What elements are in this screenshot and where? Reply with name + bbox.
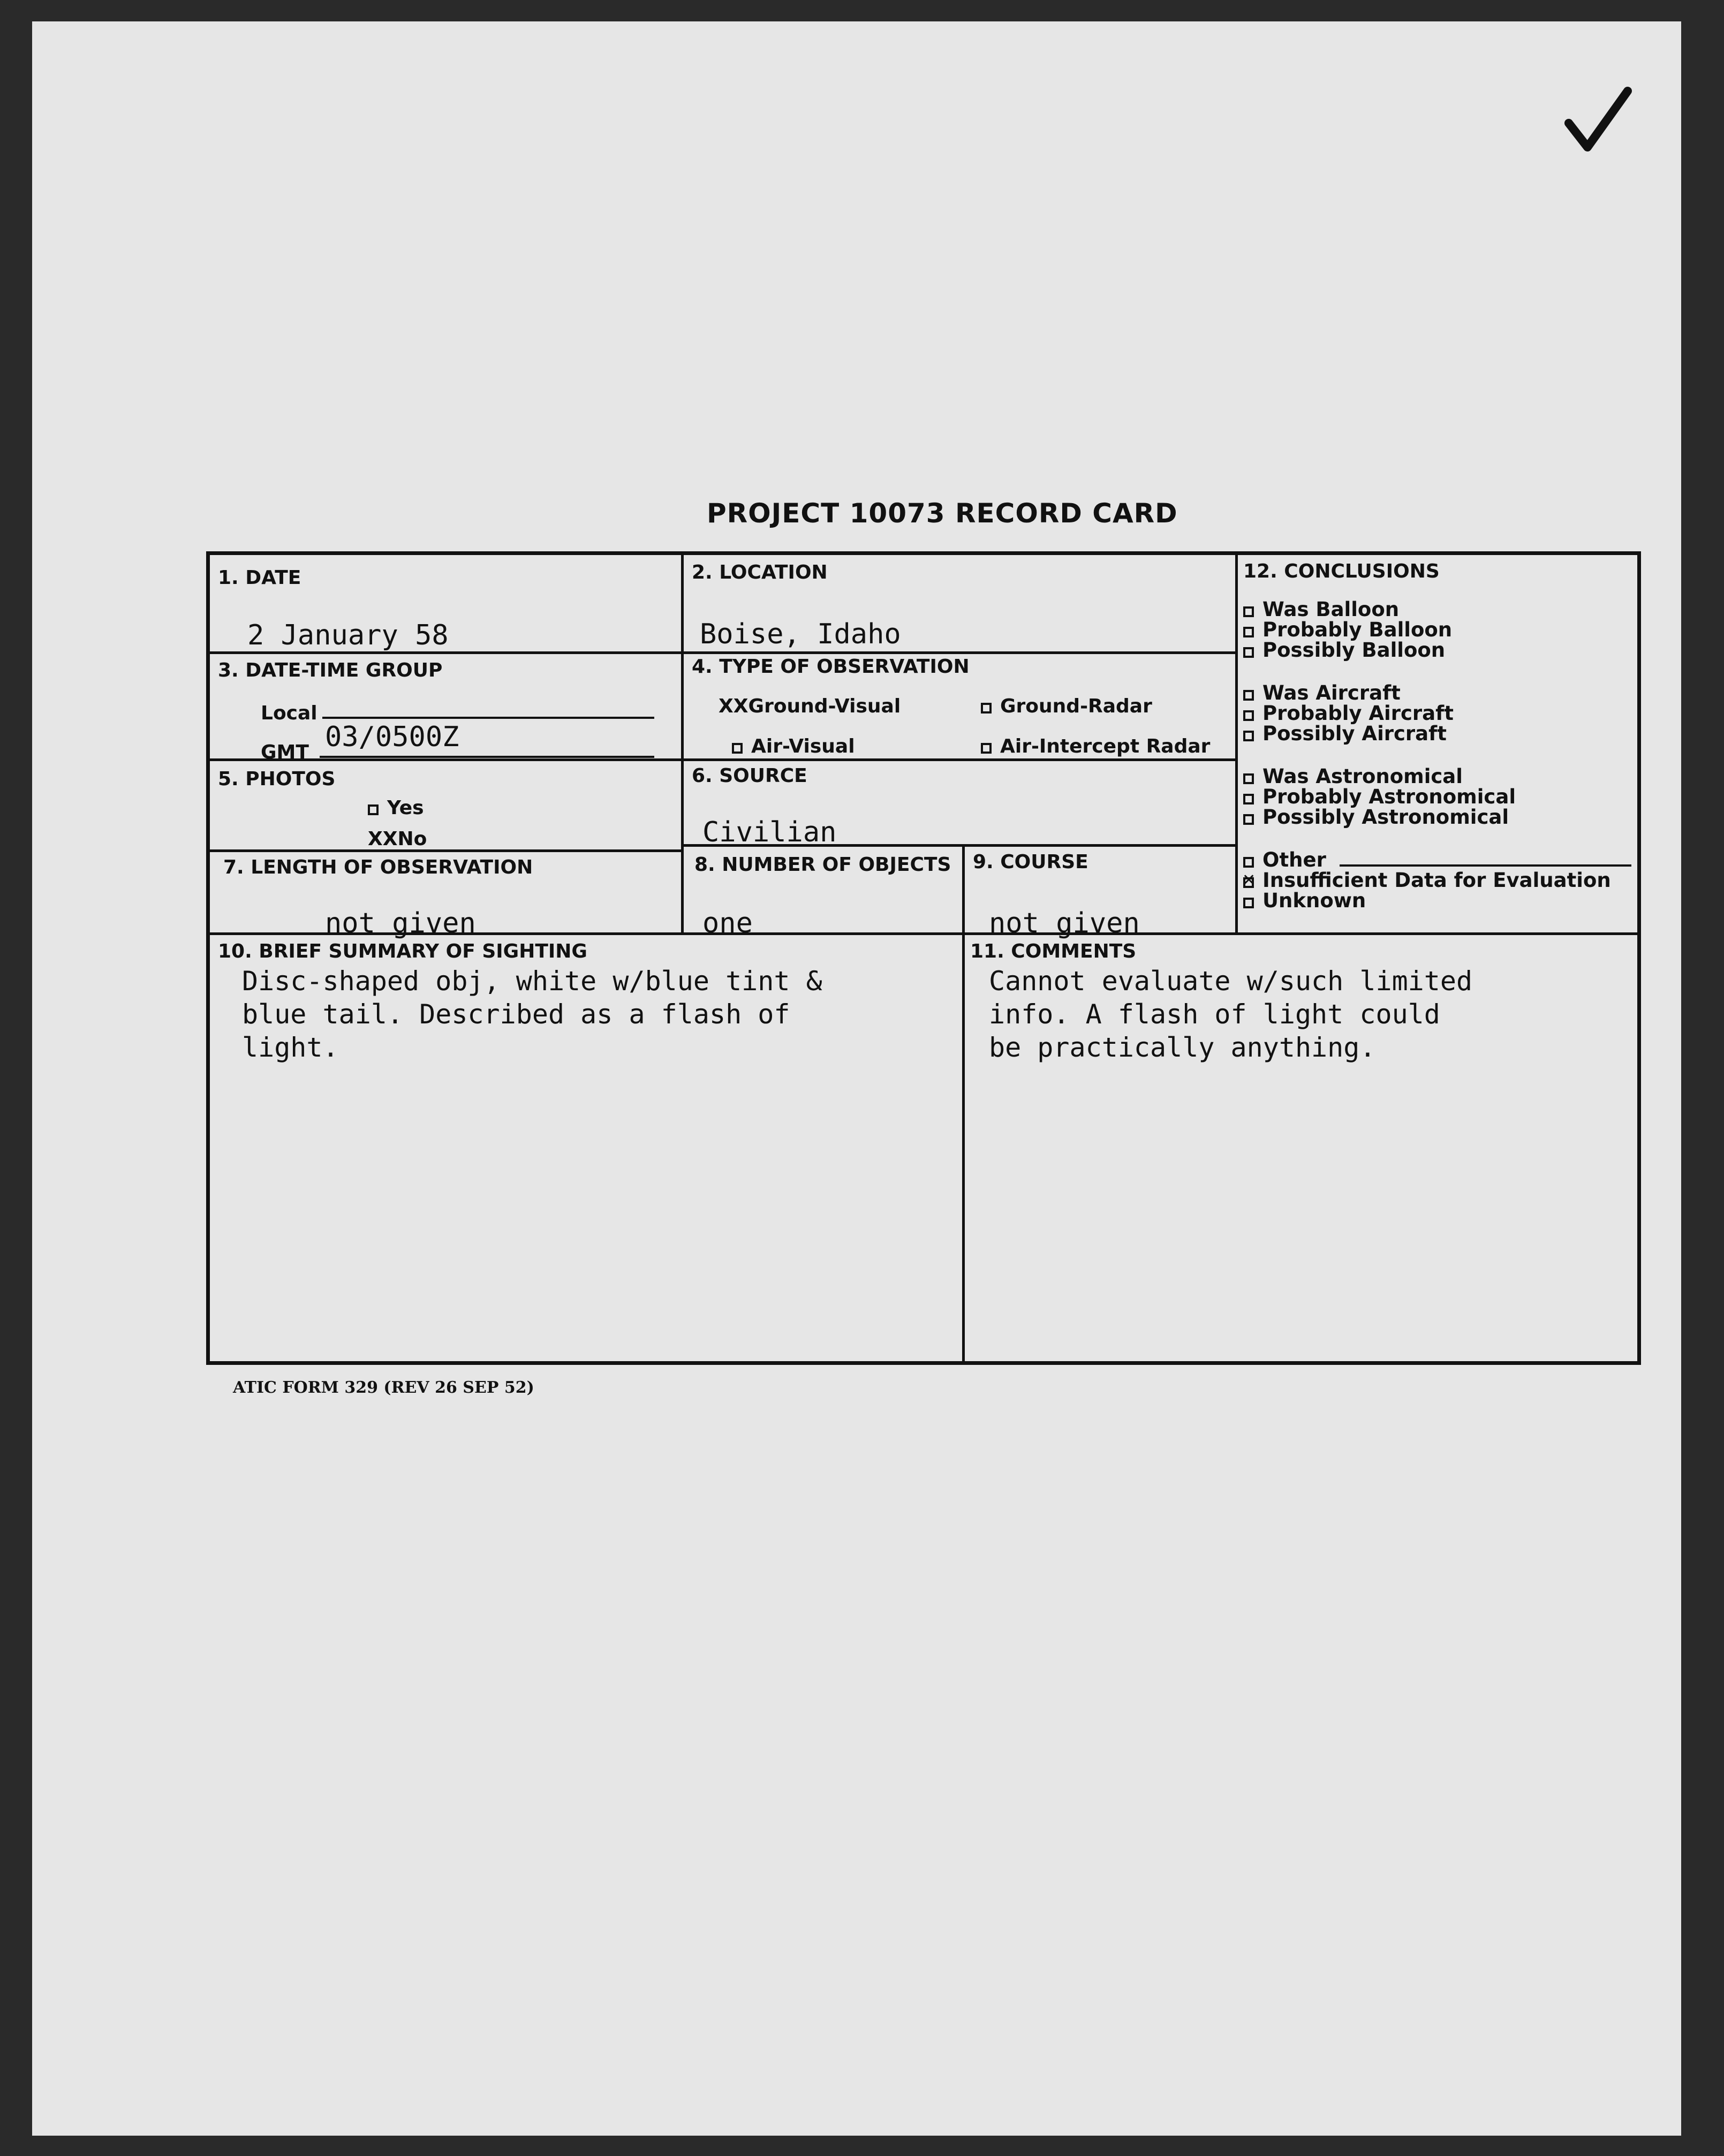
- conclusion-item: [1243, 702, 1454, 725]
- checkbox-icon: [981, 743, 992, 754]
- comments-text: Cannot evaluate w/such limited info. A flash of light could be practically anything.: [989, 966, 1473, 1063]
- other-line: [1340, 864, 1631, 867]
- conclusion-item: [1243, 806, 1509, 829]
- conclusion-item: [1243, 785, 1516, 808]
- conclusion-label: Probably Balloon: [1262, 618, 1453, 641]
- location-label: 2. LOCATION: [692, 561, 828, 583]
- dtg-gmt-value: 03/0500Z: [325, 721, 459, 753]
- checkbox-icon: [1243, 710, 1254, 721]
- divider-row3-left: [210, 849, 681, 852]
- checkbox-icon: [732, 743, 743, 754]
- conclusion-label: Insufficient Data for Evaluation: [1262, 869, 1611, 892]
- source-label: 6. SOURCE: [692, 765, 807, 787]
- conclusion-label: Possibly Balloon: [1262, 639, 1446, 662]
- type-obs-air-visual: [732, 735, 855, 757]
- ground-radar-label: Ground-Radar: [1000, 695, 1152, 717]
- divider-col-course: [962, 847, 965, 1363]
- divider-conclusions: [1235, 555, 1238, 935]
- conclusions-label: 12. CONCLUSIONS: [1243, 560, 1440, 582]
- conclusion-label: Unknown: [1262, 889, 1366, 912]
- dtg-label: 3. DATE-TIME GROUP: [218, 659, 443, 681]
- date-value: 2 January 58: [247, 619, 449, 651]
- length-label: 7. LENGTH OF OBSERVATION: [223, 856, 533, 878]
- type-obs-air-intercept-radar: [981, 735, 1210, 757]
- type-obs-label: 4. TYPE OF OBSERVATION: [692, 656, 970, 678]
- photos-yes: [368, 797, 424, 819]
- checkbox-icon: [1243, 690, 1254, 701]
- record-card: [206, 551, 1641, 1365]
- checkbox-icon: [1243, 794, 1254, 804]
- checkbox-icon: [1243, 627, 1254, 637]
- date-label: 1. DATE: [218, 567, 301, 589]
- type-obs-ground-radar: [981, 695, 1152, 717]
- divider-col1: [681, 555, 684, 933]
- dtg-local-label: Local: [261, 702, 317, 724]
- conclusion-item: [1243, 598, 1399, 621]
- checkbox-icon: [1243, 606, 1254, 617]
- photos-label: 5. PHOTOS: [218, 768, 336, 790]
- summary-text: Disc-shaped obj, white w/blue tint & blue tail. Described as a flash of light.: [242, 966, 822, 1063]
- conclusion-item: [1243, 889, 1366, 912]
- divider-row1: [210, 651, 1235, 654]
- conclusion-label: Possibly Aircraft: [1262, 722, 1447, 745]
- ground-visual-label: Ground-Visual: [748, 695, 901, 717]
- conclusion-label: Other: [1262, 848, 1326, 871]
- handwritten-checkmark-icon: [1563, 86, 1633, 155]
- photos-yes-label: Yes: [387, 797, 424, 819]
- dtg-gmt-label: GMT: [261, 741, 309, 763]
- divider-row2: [210, 758, 1235, 761]
- photos-no-mark: XX: [368, 828, 398, 850]
- checkbox-icon: [981, 703, 992, 713]
- course-label: 9. COURSE: [973, 851, 1088, 873]
- conclusion-label: Probably Aircraft: [1262, 702, 1454, 725]
- checkbox-icon: [368, 804, 379, 815]
- conclusion-label: Probably Astronomical: [1262, 785, 1516, 808]
- dtg-local-line: [322, 717, 654, 719]
- conclusion-item: [1243, 618, 1452, 641]
- checkbox-icon: [1243, 647, 1254, 658]
- checkbox-icon: [1243, 731, 1254, 741]
- ground-visual-mark: XX: [719, 695, 748, 717]
- length-value: not given: [325, 907, 476, 939]
- num-objects-value: one: [702, 907, 753, 939]
- conclusion-item: [1243, 869, 1611, 892]
- photos-no: [368, 828, 427, 850]
- air-intercept-radar-label: Air-Intercept Radar: [1000, 735, 1211, 757]
- photos-no-label: No: [397, 828, 427, 850]
- location-value: Boise, Idaho: [700, 618, 901, 650]
- conclusion-item: [1243, 722, 1447, 745]
- form-footer: ATIC FORM 329 (REV 26 SEP 52): [233, 1378, 534, 1397]
- conclusion-label: Was Aircraft: [1262, 681, 1401, 704]
- air-visual-label: Air-Visual: [751, 735, 855, 757]
- comments-label: 11. COMMENTS: [970, 940, 1137, 962]
- conclusion-label: Possibly Astronomical: [1262, 806, 1509, 829]
- conclusion-item: [1243, 639, 1445, 662]
- conclusion-item: [1243, 765, 1463, 788]
- type-obs-ground-visual: [719, 695, 901, 717]
- summary-label: 10. BRIEF SUMMARY OF SIGHTING: [218, 940, 587, 962]
- dtg-gmt-line: [320, 756, 654, 758]
- source-value: Civilian: [702, 816, 837, 848]
- num-objects-label: 8. NUMBER OF OBJECTS: [694, 854, 951, 876]
- conclusion-label: Was Astronomical: [1262, 765, 1463, 788]
- course-value: not given: [989, 907, 1140, 939]
- card-title: PROJECT 10073 RECORD CARD: [707, 498, 1178, 529]
- conclusion-item: [1243, 848, 1326, 871]
- checked-box-icon: [1243, 877, 1254, 888]
- checkbox-icon: [1243, 773, 1254, 784]
- checkbox-icon: [1243, 857, 1254, 868]
- checkbox-icon: [1243, 898, 1254, 908]
- conclusion-label: Was Balloon: [1262, 598, 1400, 621]
- checkbox-icon: [1243, 814, 1254, 825]
- conclusion-item: [1243, 681, 1401, 704]
